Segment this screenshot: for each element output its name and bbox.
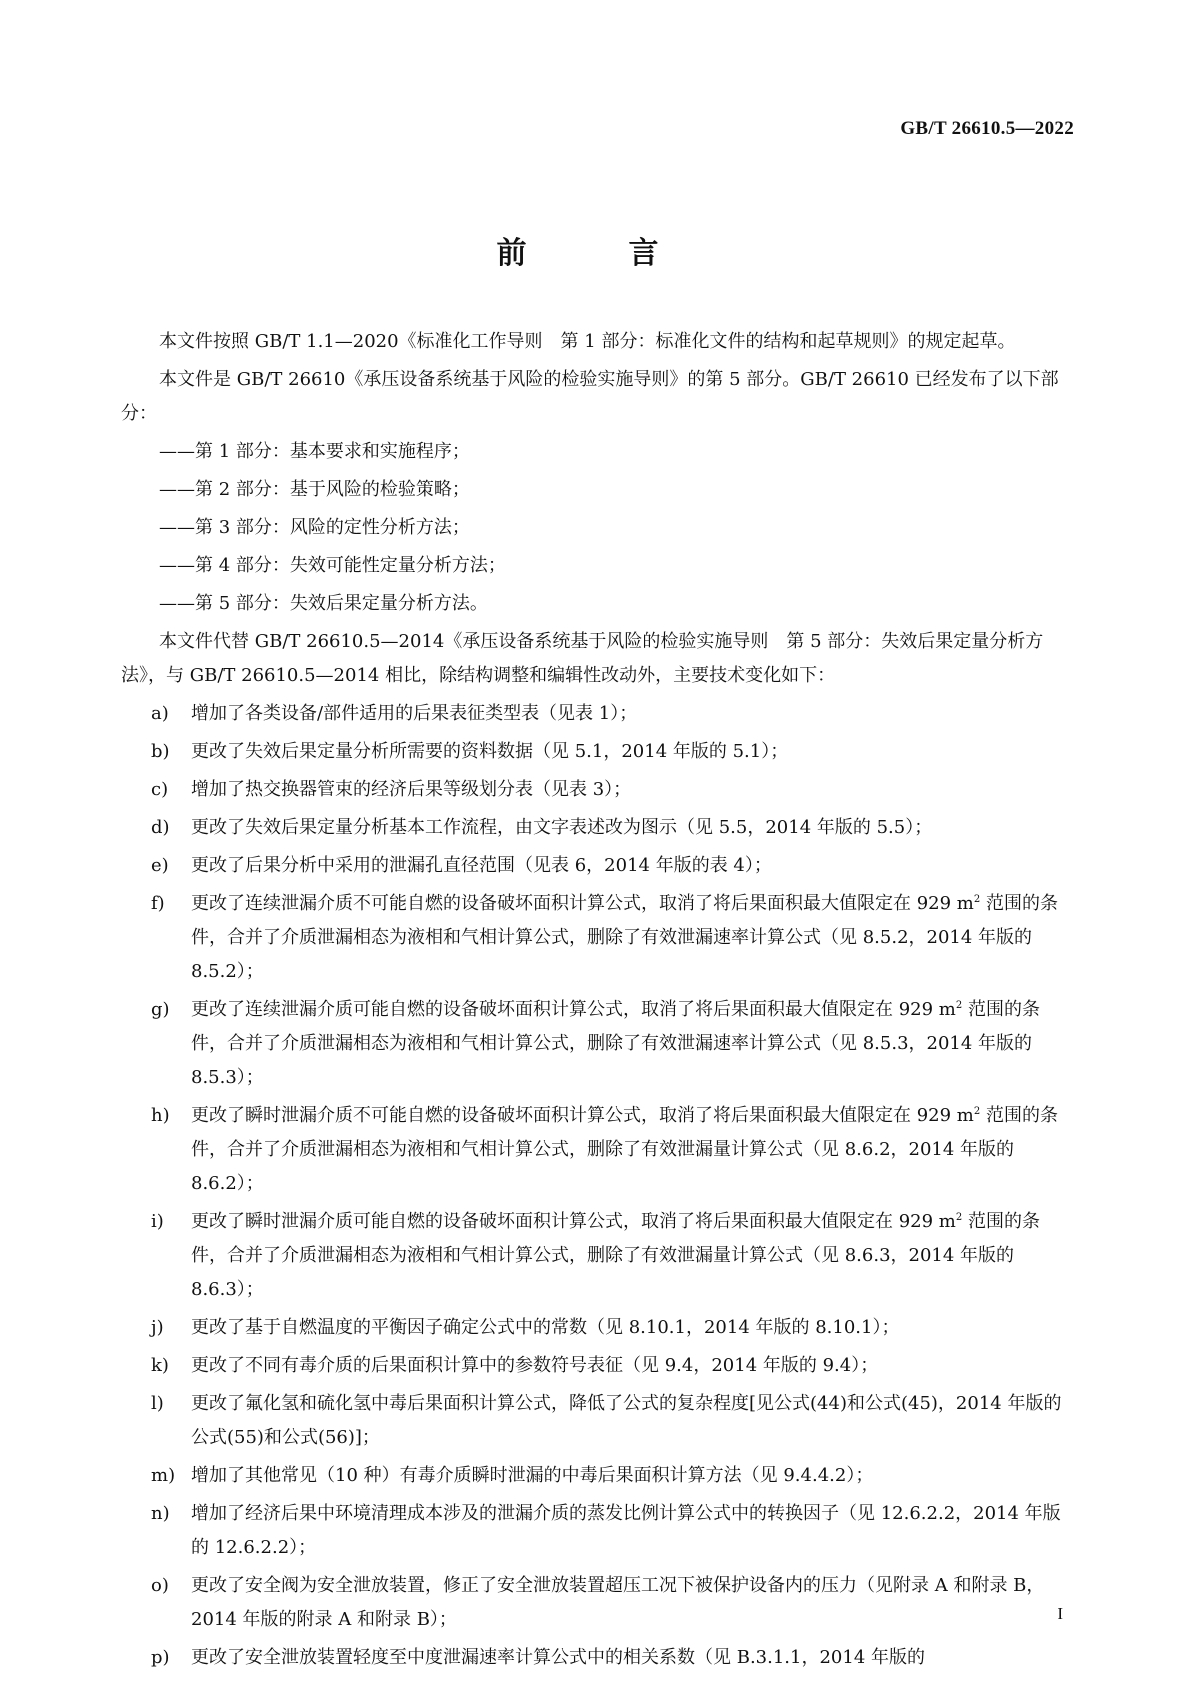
page-title: 前 言 [496, 236, 695, 271]
changes-list [121, 697, 1073, 1675]
superscript: 2 [955, 1212, 963, 1223]
change-item [121, 1205, 1073, 1307]
item-text: 更改了失效后果定量分析所需要的资料数据（见 5.1，2014 年版的 5.1）； [191, 741, 789, 762]
change-item [121, 1099, 1073, 1201]
item-text [191, 1205, 1073, 1307]
paragraph-series-intro: 本文件是 GB/T 26610《承压设备系统基于风险的检验实施导则》的第 5 部分。GB/T 26610 已经发布了以下部分： [121, 369, 1059, 424]
change-item [121, 1497, 1073, 1565]
item-text [191, 1099, 1073, 1201]
change-item [121, 811, 1073, 845]
item-text: 更改了安全泄放装置轻度至中度泄漏速率计算公式中的相关系数（见 B.3.1.1，2014 年版的 [191, 1647, 925, 1668]
item-text-part: 范围的条件，合并了介质泄漏相态为液相和气相计算公式，删除了有效泄漏速率计算公式（见 8.5.2，2014 年版的 8.5.2）； [191, 893, 1058, 982]
item-label: a) [151, 703, 169, 724]
change-item [121, 1349, 1073, 1383]
page-number: I [1057, 1604, 1063, 1623]
change-item [121, 993, 1073, 1095]
part-item: ——第 4 部分：失效可能性定量分析方法； [159, 555, 506, 576]
item-label: l) [151, 1393, 164, 1414]
change-item [121, 849, 1073, 883]
item-label: j) [151, 1317, 164, 1338]
item-label: p) [151, 1647, 170, 1668]
item-text [191, 887, 1073, 989]
item-text: 更改了后果分析中采用的泄漏孔直径范围（见表 6，2014 年版的表 4）； [191, 855, 772, 876]
item-text-part: 更改了连续泄漏介质不可能自燃的设备破坏面积计算公式，取消了将后果面积最大值限定在 929 m [191, 893, 974, 914]
item-label: c) [151, 779, 169, 800]
item-label: i) [151, 1211, 164, 1232]
change-item [121, 735, 1073, 769]
part-item: ——第 1 部分：基本要求和实施程序； [159, 441, 470, 462]
item-label: k) [151, 1355, 169, 1376]
item-text: 更改了失效后果定量分析基本工作流程，由文字表述改为图示（见 5.5，2014 年版的 5.5）； [191, 817, 933, 838]
item-text-part: 范围的条件，合并了介质泄漏相态为液相和气相计算公式，删除了有效泄漏量计算公式（见 8.6.2，2014 年版的 8.6.2）； [191, 1105, 1058, 1194]
item-text: 更改了基于自燃温度的平衡因子确定公式中的常数（见 8.10.1，2014 年版的 8.10.1）； [191, 1317, 900, 1338]
change-item [121, 887, 1073, 989]
item-label: n) [151, 1503, 170, 1524]
item-text: 增加了热交换器管束的经济后果等级划分表（见表 3）； [191, 779, 632, 800]
part-item: ——第 3 部分：风险的定性分析方法； [159, 517, 470, 538]
foreword-body [121, 325, 1073, 1679]
item-label: g) [151, 999, 170, 1020]
part-item: ——第 2 部分：基于风险的检验策略； [159, 479, 470, 500]
item-text-part: 更改了连续泄漏介质可能自燃的设备破坏面积计算公式，取消了将后果面积最大值限定在 929 m [191, 999, 956, 1020]
change-item [121, 1459, 1073, 1493]
item-text: 更改了氟化氢和硫化氢中毒后果面积计算公式，降低了公式的复杂程度[见公式(44)和公式(45)，2014 年版的公式(55)和公式(56)]； [191, 1393, 1062, 1448]
item-label: b) [151, 741, 170, 762]
change-item [121, 1387, 1073, 1455]
item-text: 更改了安全阀为安全泄放装置，修正了安全泄放装置超压工况下被保护设备内的压力（见附录 A 和附录 B，2014 年版的附录 A 和附录 B）； [191, 1575, 1045, 1630]
item-label: e) [151, 855, 169, 876]
item-text-part: 更改了瞬时泄漏介质不可能自燃的设备破坏面积计算公式，取消了将后果面积最大值限定在 929 m [191, 1105, 974, 1126]
change-item [121, 1641, 1073, 1675]
item-label: f) [151, 893, 165, 914]
item-text-part: 范围的条件，合并了介质泄漏相态为液相和气相计算公式，删除了有效泄漏量计算公式（见 8.6.3，2014 年版的 8.6.3）； [191, 1211, 1040, 1300]
change-item [121, 773, 1073, 807]
item-text: 增加了其他常见（10 种）有毒介质瞬时泄漏的中毒后果面积计算方法（见 9.4.4.2）； [191, 1465, 874, 1486]
parts-list [121, 435, 1073, 621]
change-item [121, 1569, 1073, 1637]
paragraph-replacement: 本文件代替 GB/T 26610.5—2014《承压设备系统基于风险的检验实施导则 第 5 部分：失效后果定量分析方法》，与 GB/T 26610.5—2014 相比，除结构调整和编辑性改动外，主要技术变化如下： [121, 631, 1044, 686]
superscript: 2 [973, 1106, 981, 1117]
item-label: d) [151, 817, 170, 838]
item-text: 更改了不同有毒介质的后果面积计算中的参数符号表征（见 9.4，2014 年版的 9.4）； [191, 1355, 879, 1376]
item-text [191, 993, 1073, 1095]
superscript: 2 [955, 1000, 963, 1011]
item-label: o) [151, 1575, 169, 1596]
standard-code: GB/T 26610.5—2022 [900, 118, 1074, 139]
part-item: ——第 5 部分：失效后果定量分析方法。 [159, 593, 488, 614]
item-text: 增加了各类设备/部件适用的后果表征类型表（见表 1）； [191, 703, 638, 724]
item-text-part: 更改了瞬时泄漏介质可能自燃的设备破坏面积计算公式，取消了将后果面积最大值限定在 929 m [191, 1211, 956, 1232]
change-item [121, 697, 1073, 731]
item-label: h) [151, 1105, 170, 1126]
item-label: m) [151, 1465, 176, 1486]
superscript: 2 [973, 894, 981, 905]
item-text-part: 范围的条件，合并了介质泄漏相态为液相和气相计算公式，删除了有效泄漏速率计算公式（见 8.5.3，2014 年版的 8.5.3）； [191, 999, 1040, 1088]
item-text: 增加了经济后果中环境清理成本涉及的泄漏介质的蒸发比例计算公式中的转换因子（见 12.6.2.2，2014 年版的 12.6.2.2）； [191, 1503, 1061, 1558]
paragraph-drafting-rules: 本文件按照 GB/T 1.1—2020《标准化工作导则 第 1 部分：标准化文件的结构和起草规则》的规定起草。 [159, 331, 1016, 352]
change-item [121, 1311, 1073, 1345]
